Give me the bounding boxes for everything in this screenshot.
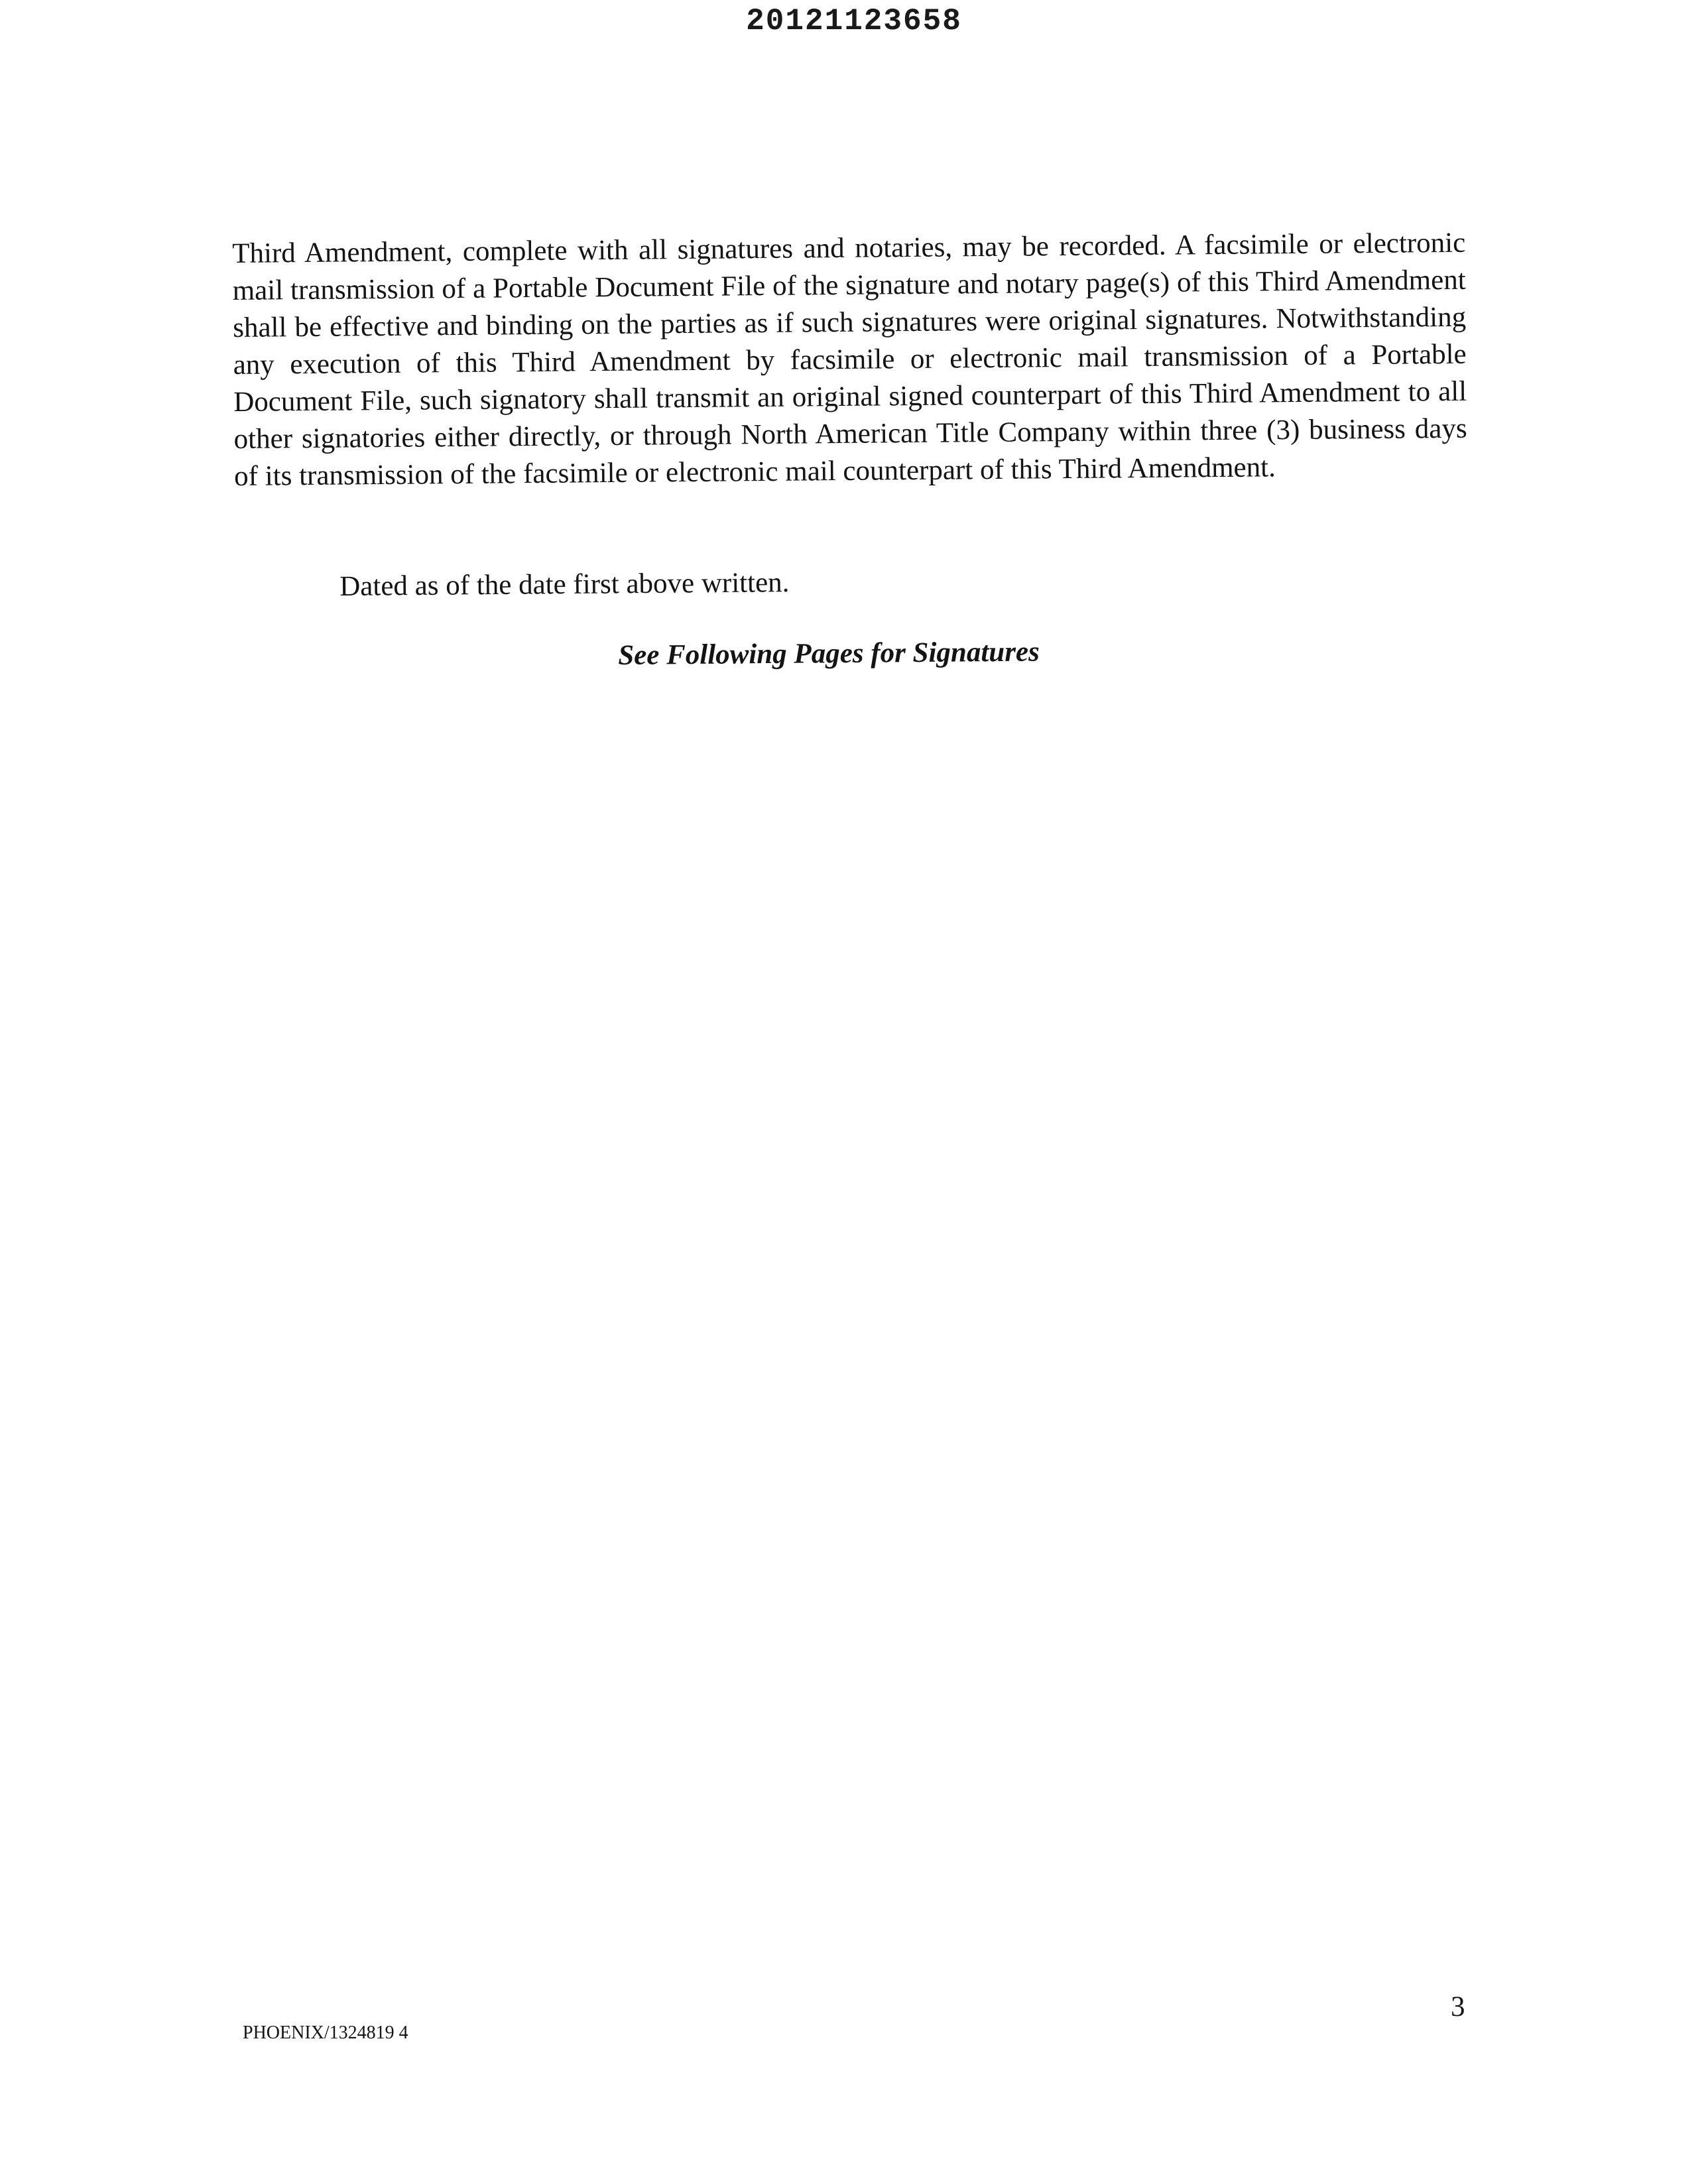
dated-line: Dated as of the date first above written.: [339, 567, 790, 602]
page-number: 3: [1451, 1991, 1465, 2022]
recording-number: 20121123658: [746, 4, 962, 38]
document-id: PHOENIX/1324819 4: [243, 2022, 408, 2043]
body-paragraph: Third Amendment, complete with all signatures and notaries, may be recorded. A facsimile or electronic mail transmission of a Portable Document File of the signature and notary page(s) of this Third Amendment shall be effective and binding on the parties as if such signatures were original signatures. Notwithstanding any execution of this Third Amendment by facsimile or electronic mail transmission of a Portable Document File, such signatory shall transmit an original signed counterpart of this Third Amendment to all other signatories either directly, or through North American Title Company within three (3) business days of its transmission of the facsimile or electronic mail counterpart of this Third Amendment.: [232, 227, 1467, 492]
signature-note: See Following Pages for Signatures: [618, 636, 1040, 671]
